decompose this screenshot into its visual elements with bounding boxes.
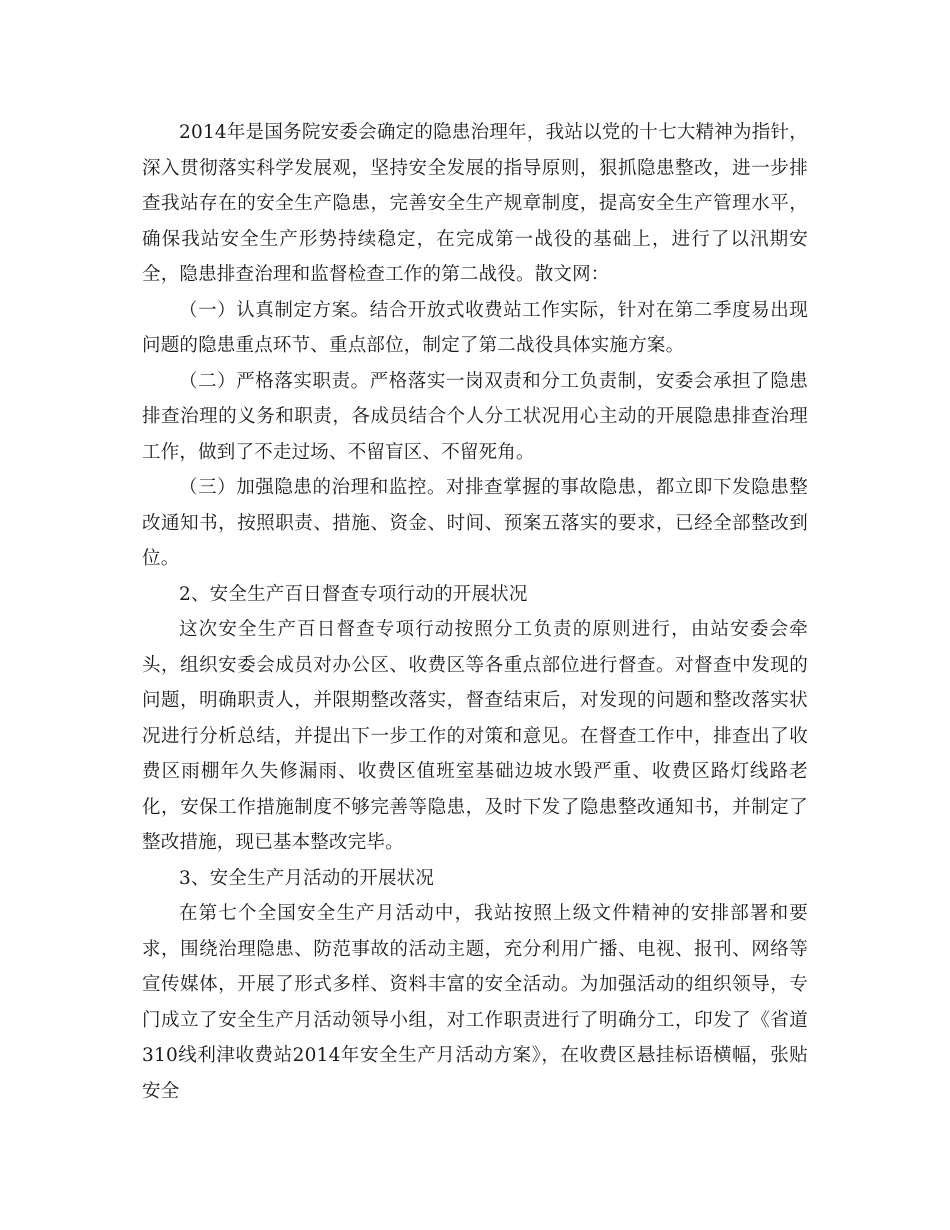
paragraph-section-2: 这次安全生产百日督查专项行动按照分工负责的原则进行，由站安委会牵头，组织安委会成员对办公区、收费区等各重点部位进行督查。对督查中发现的问题，明确职责人，并限期整改落实，督查结束后，对发现的问题和整改落实状况进行分析总结，并提出下一步工作的对策和意见。在督查工作中，排查出了收费区雨棚年久失修漏雨、收费区值班室基础边坡水毁严重、收费区路灯线路老化，安保工作措施制度不够完善等隐患，及时下发了隐患整改通知书，并制定了整改措施，现已基本整改完毕。 — [142, 619, 808, 853]
paragraph-item-3: （三）加强隐患的治理和监控。对排查掌握的事故隐患，都立即下发隐患整改通知书，按照职责、措施、资金、时间、预案五落实的要求，已经全部整改到位。 — [142, 477, 808, 569]
section-heading-3: 3、安全生产月活动的开展状况 — [179, 867, 435, 889]
paragraph-section-3: 在第七个全国安全生产月活动中，我站按照上级文件精神的安排部署和要求，围绕治理隐患、防范事故的活动主题，充分利用广播、电视、报刊、网络等宣传媒体，开展了形式多样、资料丰富的安全活动。为加强活动的组织领导，专门成立了安全生产月活动领导小组，对工作职责进行了明确分工，印发了《省道310线利津收费站2014年安全生产月活动方案》，在收费区悬挂标语横幅，张贴安全 — [142, 903, 808, 1102]
section-heading-2: 2、安全生产百日督查专项行动的开展状况 — [179, 583, 528, 605]
paragraph-item-2: （二）严格落实职责。严格落实一岗双责和分工负责制，安委会承担了隐患排查治理的义务和职责，各成员结合个人分工状况用心主动的开展隐患排查治理工作，做到了不走过场、不留盲区、不留死角。 — [142, 370, 808, 463]
paragraph-item-1: （一）认真制定方案。结合开放式收费站工作实际，针对在第二季度易出现问题的隐患重点环节、重点部位，制定了第二战役具体实施方案。 — [142, 299, 808, 356]
paragraph-intro: 2014年是国务院安委会确定的隐患治理年，我站以党的十七大精神为指针，深入贯彻落实科学发展观，坚持安全发展的指导原则，狠抓隐患整改，进一步排查我站存在的安全生产隐患，完善安全生产规章制度，提高安全生产管理水平，确保我站安全生产形势持续稳定，在完成第一战役的基础上，进行了以汛期安全，隐患排查治理和监督检查工作的第二战役。散文网： — [142, 122, 808, 285]
document-body — [142, 115, 808, 1109]
